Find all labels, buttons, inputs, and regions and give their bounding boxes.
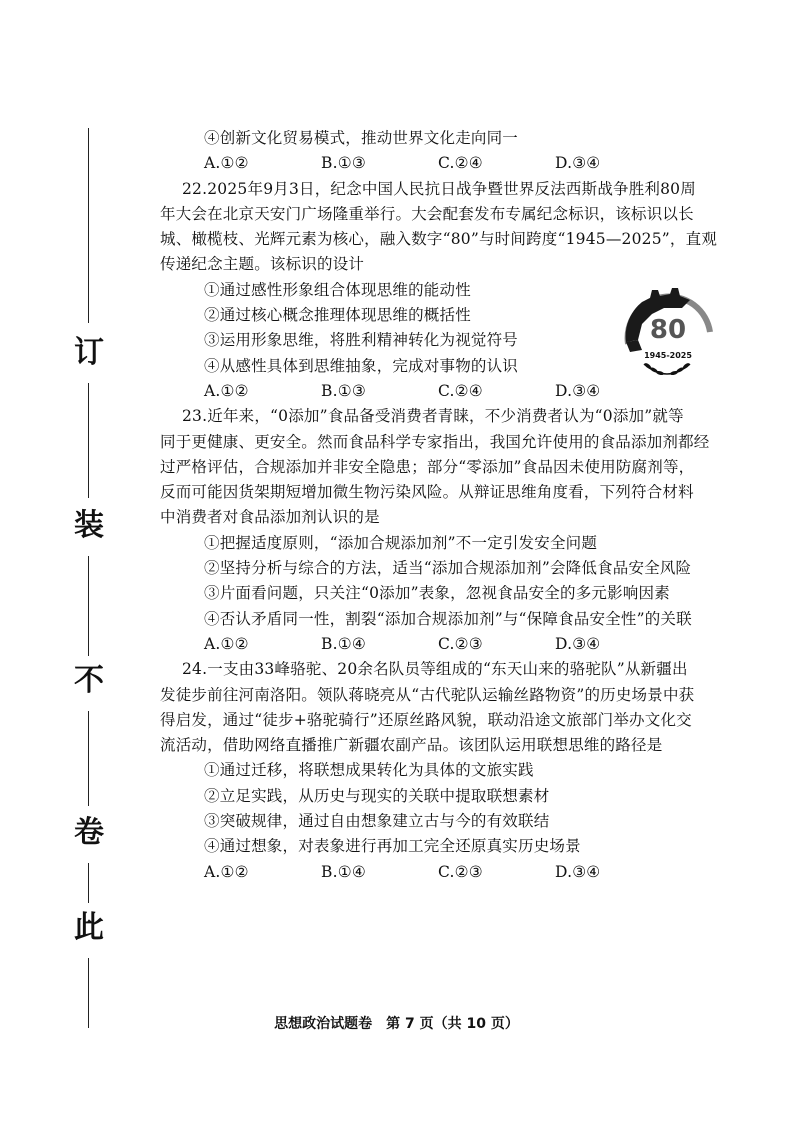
q23-option: ③片面看问题，只关注“0添加”表象，忽视食品安全的多元影响因素 — [204, 584, 670, 603]
binding-line — [88, 556, 89, 656]
choice-c: C.②③ — [438, 862, 483, 881]
q22-stem-line: 城、橄榄枝、光辉元素为核心，融入数字“80”与时间跨度“1945—2025”，直观 — [160, 230, 718, 249]
q24-stem-line: 24.一支由33峰骆驼、20余名队员等组成的“东天山来的骆驼队”从新疆出 — [182, 660, 688, 679]
exam-content — [160, 126, 742, 885]
q24-choices — [182, 860, 742, 885]
q23-choices — [182, 632, 742, 657]
q22-option: ②通过核心概念推理体现思维的概括性 — [204, 306, 471, 325]
q22-option: ③运用形象思维，将胜利精神转化为视觉符号 — [204, 331, 519, 350]
choice-b: B.①④ — [321, 862, 366, 881]
binding-line — [88, 863, 89, 903]
q24-option: ②立足实践，从历史与现实的关联中提取联想素材 — [204, 786, 550, 805]
q23-option: ②坚持分析与综合的方法，适当“添加合规添加剂”会降低食品安全风险 — [204, 559, 692, 578]
choice-d: D.③④ — [555, 634, 601, 653]
binding-line — [88, 128, 89, 323]
choice-b: B.①③ — [321, 381, 366, 400]
choice-b: B.①④ — [321, 634, 366, 653]
binding-char: 订 — [74, 335, 104, 370]
q24-option: ④通过想象，对表象进行再加工完全还原真实历史场景 — [204, 837, 581, 856]
q23-stem-line: 23.近年来，“0添加”食品备受消费者青睐，不少消费者认为“0添加”就等 — [182, 407, 684, 426]
choice-c: C.②③ — [438, 634, 483, 653]
logo-years: 1945-2025 — [644, 351, 692, 360]
page-footer: 思想政治试题卷 第 7 页（共 10 页） — [274, 1016, 519, 1032]
choice-b: B.①③ — [321, 154, 366, 173]
q23-option: ①把握适度原则，“添加合规添加剂”不一定引发安全问题 — [204, 533, 598, 552]
binding-line — [88, 383, 89, 498]
great-wall-logo-icon — [612, 278, 722, 378]
choice-c: C.②④ — [438, 381, 483, 400]
choice-d: D.③④ — [555, 381, 601, 400]
q24-stem-line: 流活动，借助网络直播推广新疆农副产品。该团队运用联想思维的路径是 — [160, 736, 663, 755]
q22-stem-line: 22.2025年9月3日，纪念中国人民抗日战争暨世界反法西斯战争胜利80周 — [182, 179, 696, 198]
q21-choices — [182, 151, 742, 176]
choice-a: A.①② — [204, 154, 249, 173]
q23-stem-line: 同于更健康、更安全。然而食品科学专家指出，我国允许使用的食品添加剂都经 — [160, 432, 710, 451]
q23-stem-line: 中消费者对食品添加剂认识的是 — [160, 508, 380, 527]
choice-a: A.①② — [204, 862, 249, 881]
q22-stem-line: 传递纪念主题。该标识的设计 — [160, 255, 365, 274]
q23-option: ④否认矛盾同一性，割裂“添加合规添加剂”与“保障食品安全性”的关联 — [204, 609, 692, 628]
binding-margin — [66, 128, 112, 1028]
choice-d: D.③④ — [555, 862, 601, 881]
choice-d: D.③④ — [555, 154, 601, 173]
q24-stem-line: 得启发，通过“徒步+骆驼骑行”还原丝路风貌，联动沿途文旅部门举办文化交 — [160, 710, 692, 729]
q24-option: ③突破规律，通过自由想象建立古与今的有效联结 — [204, 812, 550, 831]
q23-stem-line: 反而可能因货架期短增加微生物污染风险。从辩证思维角度看，下列符合材料 — [160, 483, 694, 502]
q22-choices — [182, 379, 742, 404]
q24-option: ①通过迁移，将联想成果转化为具体的文旅实践 — [204, 761, 534, 780]
binding-line — [88, 711, 89, 806]
q22-option: ①通过感性形象组合体现思维的能动性 — [204, 280, 471, 299]
choice-c: C.②④ — [438, 154, 483, 173]
binding-char: 此 — [74, 910, 104, 945]
q21-option-4: ④创新文化贸易模式，推动世界文化走向同一 — [204, 129, 519, 147]
choice-a: A.①② — [204, 381, 249, 400]
q22-stem-line: 年大会在北京天安门广场隆重举行。大会配套发布专属纪念标识，该标识以长 — [160, 204, 694, 223]
binding-char: 不 — [74, 663, 104, 698]
wall-base — [626, 340, 642, 352]
commemorative-logo — [612, 278, 722, 378]
q23-stem-line: 过严格评估，合规添加并非安全隐患；部分“零添加”食品因未使用防腐剂等， — [160, 457, 695, 476]
logo-number: 80 — [649, 315, 687, 345]
binding-char: 卷 — [74, 815, 104, 850]
q24-stem-line: 发徒步前往河南洛阳。领队蒋晓亮从“古代驼队运输丝路物资”的历史场景中获 — [160, 685, 695, 704]
q22-option: ④从感性具体到思维抽象，完成对事物的认识 — [204, 356, 519, 375]
choice-a: A.①② — [204, 634, 249, 653]
binding-char: 装 — [74, 508, 104, 543]
